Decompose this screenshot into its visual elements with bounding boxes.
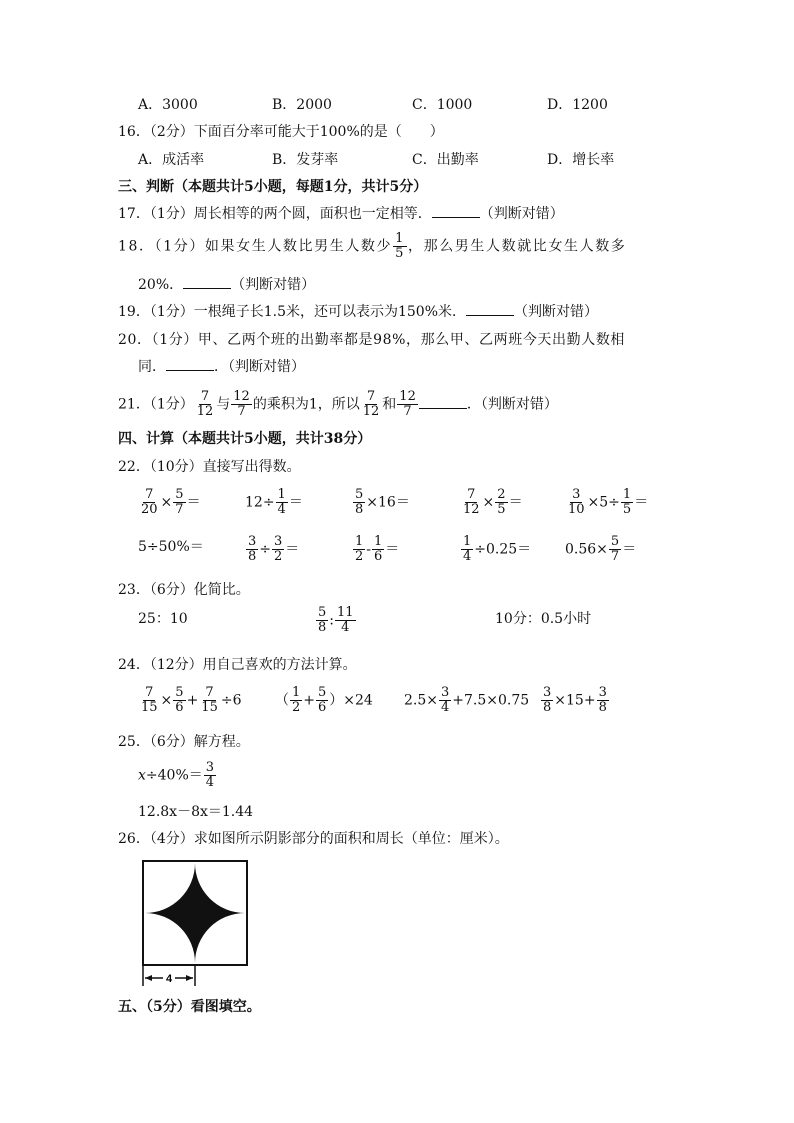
q22-expr-5: $\frac{3}{10}$ ×5÷ $\frac{1}{5}$ ＝ [568, 487, 649, 517]
q19 [118, 303, 598, 321]
q20-text-b: 同． [138, 359, 166, 375]
q16-option-d: D．增长率 [547, 152, 615, 168]
q23-expr-1: 25：10 [138, 611, 188, 627]
arrow-right-icon [186, 975, 193, 981]
fraction: $\frac{1}{5}$ [395, 231, 405, 261]
q23-expr-3: 10分：0.5小时 [495, 611, 592, 627]
q24-expr-1: $\frac{7}{15}$ × $\frac{5}{6}$ + $\frac{7}{15}$ ÷6 [141, 685, 242, 715]
answer-blank[interactable] [166, 358, 214, 371]
q20-line2 [138, 358, 305, 376]
shaded-region-figure [140, 858, 252, 990]
q18-line2 [138, 276, 315, 294]
fraction: $\frac{12}{7}$ [399, 389, 416, 419]
fraction: $\frac{12}{7}$ [233, 389, 250, 419]
q22-stem: 22．（10分）直接写出得数。 [118, 459, 301, 475]
q24-expr-2: （ $\frac{1}{2}$ + $\frac{5}{6}$ ）×24 [275, 685, 373, 715]
q19-tail: （判断对错） [514, 304, 599, 320]
q15-option-a: A．3000 [138, 97, 198, 113]
answer-blank[interactable] [183, 276, 231, 289]
q26-stem: 26．（4分）求如图所示阴影部分的面积和周长（单位：厘米）。 [118, 831, 509, 847]
q18-line1 [118, 232, 626, 261]
q16-option-c: C．出勤率 [412, 152, 479, 168]
q16-stem: 16．（2分）下面百分率可能大于100%的是（ ） [118, 124, 444, 140]
q15-option-b: B．2000 [272, 97, 332, 113]
fraction: $\frac{7}{12}$ [362, 389, 380, 419]
q24-expr-3: 2.5× $\frac{3}{4}$ +7.5×0.75 [404, 685, 530, 715]
q17 [118, 205, 564, 223]
q18-tail: （判断对错） [231, 277, 316, 293]
q23-stem: 23．（6分）化简比。 [118, 582, 250, 598]
shaded-star [145, 863, 245, 963]
q22-expr-8: $\frac{1}{2}$ - $\frac{1}{6}$ ＝ [355, 534, 400, 564]
q25-stem: 25．（6分）解方程。 [118, 734, 250, 750]
q22-expr-1: $\frac{7}{20}$ × $\frac{5}{7}$ ＝ [141, 487, 201, 517]
q25-expr-1: x÷40%＝ $\frac{3}{4}$ [138, 760, 215, 790]
q17-tail: （判断对错） [479, 206, 564, 222]
q17-text: 17．（1分）周长相等的两个圆，面积也一定相等． [118, 206, 432, 222]
q24-stem: 24．（12分）用自己喜欢的方法计算。 [118, 657, 357, 673]
q20-line1: 20．（1分）甲、乙两个班的出勤率都是98%，那么甲、乙两班今天出勤人数相 [118, 332, 626, 348]
section-5-title: 五、（5分）看图填空。 [118, 999, 261, 1015]
answer-blank[interactable] [432, 205, 480, 218]
q22-expr-6: 5÷50%＝ [138, 539, 204, 555]
q22-expr-4: $\frac{7}{12}$ × $\frac{2}{5}$ ＝ [463, 487, 523, 517]
q18-text-a: 18．（1分）如果女生人数比男生人数少 [118, 238, 393, 255]
q22-expr-9: $\frac{1}{4}$ ÷0.25＝ [463, 534, 532, 564]
q18-text-c: 20%． [138, 277, 184, 293]
q19-text: 19．（1分）一根绳子长1.5米，还可以表示为150%米． [118, 304, 467, 320]
q22-expr-10: 0.56× $\frac{5}{7}$ ＝ [565, 534, 637, 564]
q20-tail: ．（判断对错） [214, 359, 305, 375]
q21: 21．（1分） $\frac{7}{12}$ 与 $\frac{12}{7}$ 的乘积为1，所以 $\frac{7}{12}$ 和 $\frac{12}{7}$ ．（判断对错） [118, 389, 558, 419]
q23-expr-2: $\frac{5}{8}$ : $\frac{11}{4}$ [318, 605, 354, 635]
answer-blank[interactable] [466, 303, 514, 316]
q24-expr-4: $\frac{3}{8}$ ×15+ $\frac{3}{8}$ [543, 685, 607, 715]
q22-expr-3: $\frac{5}{8}$ ×16＝ [355, 487, 410, 517]
q18-text-b: ，那么男生人数就比女生人数多 [408, 238, 627, 255]
q22-expr-7: $\frac{3}{8}$ ÷ $\frac{3}{2}$ ＝ [248, 534, 300, 564]
q22-expr-2: 12÷ $\frac{1}{4}$ ＝ [245, 487, 303, 517]
answer-blank[interactable] [419, 396, 467, 409]
q16-option-a: A．成活率 [138, 152, 205, 168]
q15-option-d: D．1200 [547, 97, 608, 113]
section-4-title: 四、计算（本题共计5小题，共计38分） [118, 431, 372, 447]
q16-option-b: B．发芽率 [272, 152, 339, 168]
fraction: $\frac{7}{12}$ [196, 389, 214, 419]
section-3-title: 三、判断（本题共计5小题，每题1分，共计5分） [118, 179, 428, 195]
dimension-label: 4 [165, 973, 173, 985]
q15-option-c: C．1000 [412, 97, 473, 113]
q25-expr-2: 12.8x－8x＝1.44 [138, 804, 254, 820]
arrow-left-icon [145, 975, 152, 981]
